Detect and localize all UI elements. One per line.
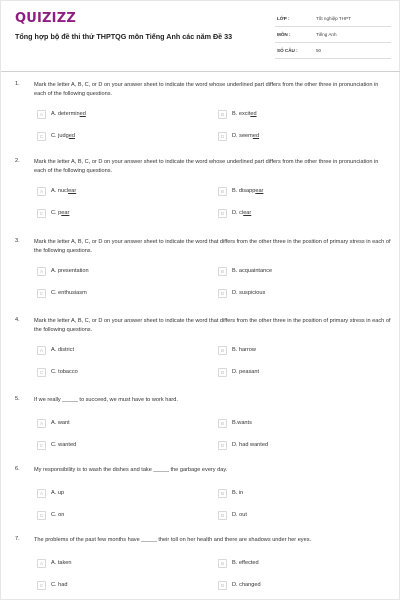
meta-label: LỚP : bbox=[277, 16, 290, 21]
answer-option-d[interactable] bbox=[218, 288, 265, 298]
option-underlined-part: ed bbox=[250, 111, 257, 117]
option-text bbox=[232, 111, 257, 117]
option-letter-box: D bbox=[218, 132, 227, 141]
option-text-prefix: B. harrow bbox=[232, 347, 256, 353]
option-text-prefix: D. out bbox=[232, 512, 247, 518]
option-text-prefix: C. judg bbox=[51, 133, 69, 139]
option-letter-box: C bbox=[37, 132, 46, 141]
question-number: 6. bbox=[15, 466, 20, 472]
question-text: The problems of the past few months have _____ their toll on her health and there are shadows under her eyes. bbox=[34, 537, 312, 543]
option-text bbox=[51, 560, 72, 566]
meta-label: SỐ CÂU : bbox=[277, 48, 298, 53]
option-letter-box: B bbox=[218, 187, 227, 196]
option-letter-box: C bbox=[37, 511, 46, 520]
answer-option-c[interactable] bbox=[37, 367, 78, 377]
option-underlined-part: ear bbox=[68, 188, 77, 194]
option-underlined-part: ear bbox=[255, 188, 264, 194]
option-underlined-part: ed bbox=[252, 133, 260, 139]
option-text bbox=[51, 111, 86, 117]
option-text bbox=[51, 369, 78, 375]
question-text: Mark the letter A, B, C, or D on your answer sheet to indicate the word whose underlined part differs from the other three in pronunciation in each of the following questions. bbox=[34, 159, 379, 174]
answer-option-d[interactable] bbox=[218, 208, 251, 218]
option-text bbox=[51, 582, 67, 588]
option-text bbox=[232, 560, 259, 566]
worksheet-meta bbox=[275, 11, 391, 59]
option-text bbox=[232, 133, 259, 139]
option-text bbox=[232, 420, 252, 426]
option-letter-box: B bbox=[218, 419, 227, 428]
question-number: 3. bbox=[15, 238, 20, 244]
meta-value: 50 bbox=[316, 48, 322, 53]
question-number: 1. bbox=[15, 81, 20, 87]
option-text-prefix: B. disapp bbox=[232, 188, 256, 194]
answer-option-d[interactable] bbox=[218, 580, 261, 590]
answer-option-c[interactable] bbox=[37, 580, 67, 590]
answer-option-c[interactable] bbox=[37, 440, 76, 450]
option-text bbox=[232, 582, 261, 588]
question-number: 7. bbox=[15, 536, 20, 542]
option-text bbox=[232, 188, 263, 194]
option-text bbox=[232, 442, 268, 448]
answer-option-d[interactable] bbox=[218, 367, 259, 377]
answer-option-d[interactable] bbox=[218, 440, 268, 450]
answer-option-c[interactable] bbox=[37, 288, 87, 298]
question-text: Mark the letter A, B, C, or D on your answer sheet to indicate the word that differs from the other three in the position of primary stress in each of the following questions. bbox=[34, 318, 391, 333]
option-text-prefix: A. presentation bbox=[51, 268, 89, 274]
option-text bbox=[232, 369, 259, 375]
option-letter-box: C bbox=[37, 289, 46, 298]
option-underlined-part: ear bbox=[243, 210, 252, 216]
answer-option-a[interactable] bbox=[37, 558, 72, 568]
meta-value: Tốt nghiệp THPT bbox=[316, 16, 351, 21]
option-text-prefix: A. nucl bbox=[51, 188, 69, 194]
option-text bbox=[51, 347, 74, 353]
option-text-prefix: D. had wanted bbox=[232, 442, 269, 448]
option-text-prefix: C. p bbox=[51, 210, 62, 216]
option-letter-box: B bbox=[218, 267, 227, 276]
answer-option-d[interactable] bbox=[218, 510, 247, 520]
option-text-prefix: C. wanted bbox=[51, 442, 77, 448]
option-text-prefix: B. effected bbox=[232, 560, 259, 566]
option-text bbox=[51, 490, 64, 496]
option-text bbox=[232, 268, 272, 274]
question-text: If we really _____ to succeed, we must have to work hard. bbox=[34, 397, 178, 403]
option-text-prefix: C. tobacco bbox=[51, 369, 78, 375]
option-letter-box: C bbox=[37, 209, 46, 218]
option-text-prefix: C. on bbox=[51, 512, 65, 518]
option-letter-box: D bbox=[218, 581, 227, 590]
option-text-prefix: D. cl bbox=[232, 210, 244, 216]
option-letter-box: A bbox=[37, 346, 46, 355]
option-text-prefix: C. enthusiasm bbox=[51, 290, 87, 296]
option-text-prefix: A. determin bbox=[51, 111, 80, 117]
option-text bbox=[51, 268, 89, 274]
answer-option-c[interactable] bbox=[37, 510, 64, 520]
meta-row-subject bbox=[275, 27, 391, 43]
answer-option-a[interactable] bbox=[37, 418, 70, 428]
answer-option-d[interactable] bbox=[218, 131, 259, 141]
option-letter-box: D bbox=[218, 289, 227, 298]
option-underlined-part: ear bbox=[61, 210, 70, 216]
option-text-prefix: D. changed bbox=[232, 582, 261, 588]
option-letter-box: B bbox=[218, 559, 227, 568]
option-underlined-part: ed bbox=[79, 111, 86, 117]
answer-option-c[interactable] bbox=[37, 208, 69, 218]
option-text-prefix: B. in bbox=[232, 490, 244, 496]
option-letter-box: A bbox=[37, 187, 46, 196]
answer-option-a[interactable] bbox=[37, 109, 86, 119]
option-letter-box: B bbox=[218, 489, 227, 498]
option-underlined-part: ed bbox=[68, 133, 75, 139]
option-text-prefix: A. up bbox=[51, 490, 65, 496]
option-letter-box: A bbox=[37, 559, 46, 568]
option-letter-box: D bbox=[218, 368, 227, 377]
option-text-prefix: A. want bbox=[51, 420, 70, 426]
option-text-prefix: A. taken bbox=[51, 560, 72, 566]
option-text-prefix: C. had bbox=[51, 582, 68, 588]
meta-value: Tiếng Anh bbox=[316, 32, 337, 37]
option-letter-box: C bbox=[37, 581, 46, 590]
option-text-prefix: D. seem bbox=[232, 133, 253, 139]
option-text bbox=[232, 290, 265, 296]
question-number: 5. bbox=[15, 396, 20, 402]
question-text: My responsibility is to wash the dishes and take _____ the garbage every day. bbox=[34, 467, 228, 473]
option-text bbox=[51, 210, 69, 216]
option-letter-box: D bbox=[218, 441, 227, 450]
option-letter-box: A bbox=[37, 267, 46, 276]
option-text bbox=[51, 290, 87, 296]
option-text-prefix: D. peasant bbox=[232, 369, 260, 375]
option-text bbox=[51, 188, 76, 194]
option-letter-box: D bbox=[218, 511, 227, 520]
answer-option-b[interactable] bbox=[218, 558, 259, 568]
option-text bbox=[51, 133, 75, 139]
answer-option-b[interactable] bbox=[218, 345, 256, 355]
option-text bbox=[232, 512, 247, 518]
option-text-prefix: B. excit bbox=[232, 111, 251, 117]
option-text bbox=[51, 420, 70, 426]
option-letter-box: C bbox=[37, 368, 46, 377]
header-divider bbox=[1, 71, 400, 72]
answer-option-a[interactable] bbox=[37, 345, 74, 355]
answer-option-b[interactable] bbox=[218, 266, 272, 276]
answer-option-c[interactable] bbox=[37, 131, 75, 141]
option-letter-box: C bbox=[37, 441, 46, 450]
answer-option-b[interactable] bbox=[218, 186, 263, 196]
option-letter-box: A bbox=[37, 110, 46, 119]
option-text bbox=[232, 490, 243, 496]
option-text-prefix: D. suspicious bbox=[232, 290, 266, 296]
meta-label: MÔN : bbox=[277, 32, 291, 37]
question-number: 2. bbox=[15, 158, 20, 164]
quizizz-logo: QUIZIZZ bbox=[15, 11, 76, 26]
answer-option-a[interactable] bbox=[37, 186, 76, 196]
answer-option-b[interactable] bbox=[218, 109, 257, 119]
meta-row-class bbox=[275, 11, 391, 27]
option-text bbox=[51, 512, 64, 518]
question-number: 4. bbox=[15, 317, 20, 323]
option-text bbox=[232, 210, 251, 216]
option-letter-box: B bbox=[218, 110, 227, 119]
meta-row-count bbox=[275, 43, 391, 59]
option-letter-box: D bbox=[218, 209, 227, 218]
answer-option-b[interactable] bbox=[218, 418, 252, 428]
page-title: Tổng hợp bộ đề thi thử THPTQG môn Tiếng Anh các năm Đề 33 bbox=[15, 32, 233, 41]
question-text: Mark the letter A, B, C, or D on your answer sheet to indicate the word that differs from the other three in the position of primary stress in each of the following questions. bbox=[34, 239, 391, 254]
option-letter-box: B bbox=[218, 346, 227, 355]
option-text-prefix: B.wants bbox=[232, 420, 252, 426]
question-text: Mark the letter A, B, C, or D on your answer sheet to indicate the word whose underlined part differs from the other three in pronunciation in each of the following questions. bbox=[34, 82, 379, 97]
option-text-prefix: A. district bbox=[51, 347, 75, 353]
option-text-prefix: B. acquaintance bbox=[232, 268, 273, 274]
option-letter-box: A bbox=[37, 489, 46, 498]
option-letter-box: A bbox=[37, 419, 46, 428]
answer-option-b[interactable] bbox=[218, 488, 243, 498]
option-text bbox=[51, 442, 76, 448]
answer-option-a[interactable] bbox=[37, 488, 64, 498]
option-text bbox=[232, 347, 256, 353]
answer-option-a[interactable] bbox=[37, 266, 89, 276]
